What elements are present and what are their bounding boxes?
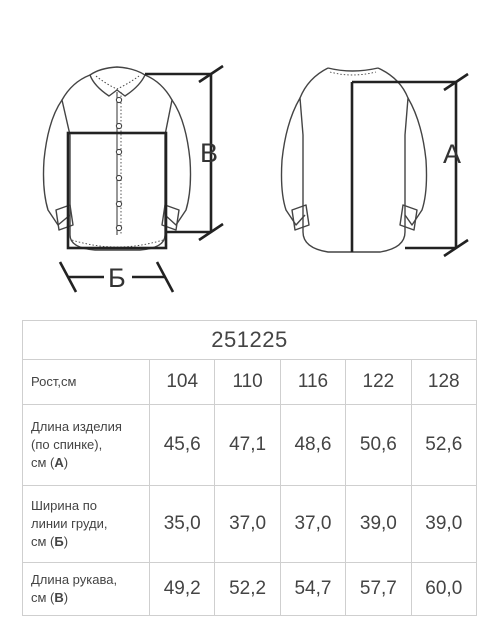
table-cell: 39,0: [411, 486, 476, 563]
unit-suffix: ): [63, 534, 69, 549]
table-row-chest: [23, 486, 477, 563]
table-row-sizes: [23, 360, 477, 405]
table-row-length: [23, 405, 477, 486]
row-label-chest: [23, 486, 150, 563]
table-cell: 57,7: [346, 563, 411, 616]
size-chart-table: [22, 320, 477, 616]
table-cell: 50,6: [346, 405, 411, 486]
size-col: 104: [150, 360, 215, 405]
row-label-length: [23, 405, 150, 486]
unit-prefix: см (: [31, 534, 55, 549]
table-cell: 52,6: [411, 405, 476, 486]
size-col: 122: [346, 360, 411, 405]
garment-sketch: [0, 0, 500, 305]
table-cell: 60,0: [411, 563, 476, 616]
table-cell: 48,6: [280, 405, 345, 486]
label-v: В: [200, 138, 219, 168]
table-cell: 37,0: [280, 486, 345, 563]
unit-suffix: ): [63, 455, 69, 470]
unit-suffix: ): [63, 590, 69, 605]
size-col: 110: [215, 360, 280, 405]
label-line: Длина изделия: [31, 419, 122, 434]
table-cell: 49,2: [150, 563, 215, 616]
table-title: 251225: [23, 321, 477, 360]
table-cell: 54,7: [280, 563, 345, 616]
label-line: линии груди,: [31, 516, 108, 531]
table-cell: 37,0: [215, 486, 280, 563]
table-cell: 35,0: [150, 486, 215, 563]
table-cell: 52,2: [215, 563, 280, 616]
table-row-sleeve: [23, 563, 477, 616]
row-label-sleeve: [23, 563, 150, 616]
label-b: Б: [108, 263, 126, 293]
unit-prefix: см (: [31, 590, 55, 605]
table-cell: 47,1: [215, 405, 280, 486]
unit-prefix: см (: [31, 455, 55, 470]
label-line: Длина рукава,: [31, 572, 118, 587]
size-col: 128: [411, 360, 476, 405]
marker-a: А: [54, 455, 64, 470]
label-a: А: [443, 139, 462, 169]
label-line: (по спинке),: [31, 437, 103, 452]
label-line: Ширина по: [31, 498, 97, 513]
shirt-front-drawing: [44, 67, 191, 250]
marker-v: В: [54, 590, 64, 605]
table-cell: 45,6: [150, 405, 215, 486]
size-col: 116: [280, 360, 345, 405]
table-cell: 39,0: [346, 486, 411, 563]
shirt-back-drawing: [282, 68, 427, 252]
marker-b: Б: [54, 534, 64, 549]
size-header-label: Рост,см: [23, 360, 150, 405]
